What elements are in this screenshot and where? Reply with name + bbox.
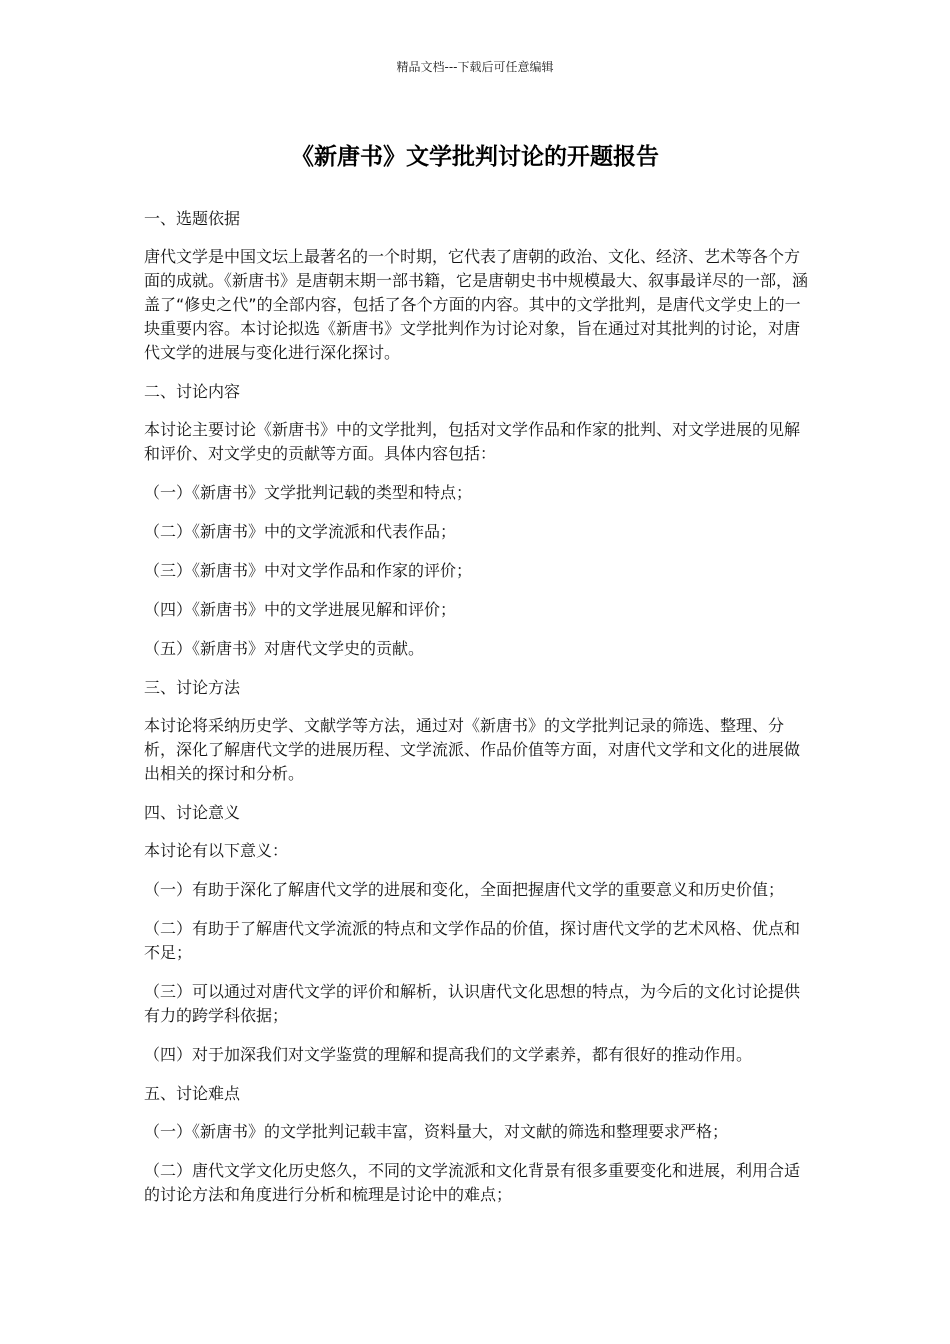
list-item: （三）可以通过对唐代文学的评价和解析，认识唐代文化思想的特点，为今后的文化讨论提供有力的跨学科依据；	[144, 982, 801, 1025]
paragraph: 唐代文学是中国文坛上最著名的一个时期，它代表了唐朝的政治、文化、经济、艺术等各个方面的成就。《新唐书》是唐朝末期一部书籍，它是唐朝史书中规模最大、叙事最详尽的一部，涵盖了“修史之代”的全部内容，包括了各个方面的内容。其中的文学批判，是唐代文学史上的一块重要内容。本讨论拟选《新唐书》文学批判作为讨论对象，旨在通过对其批判的讨论，对唐代文学的进展与变化进行深化探讨。	[144, 247, 809, 362]
section-heading: 五、讨论难点	[144, 1084, 241, 1103]
document-body	[144, 207, 808, 1222]
list-item: （一）《新唐书》的文学批判记载丰富，资料量大，对文献的筛选和整理要求严格；	[144, 1122, 729, 1141]
list-item: （一）《新唐书》文学批判记载的类型和特点；	[144, 483, 473, 502]
list-item: （一）有助于深化了解唐代文学的进展和变化，全面把握唐代文学的重要意义和历史价值；	[144, 880, 785, 899]
list-item: （二）有助于了解唐代文学流派的特点和文学作品的价值，探讨唐代文学的艺术风格、优点和不足；	[144, 919, 801, 962]
page-header: 精品文档---下载后可任意编辑	[396, 60, 554, 74]
list-item: （三）《新唐书》中对文学作品和作家的评价；	[144, 561, 473, 580]
section-heading: 二、讨论内容	[144, 382, 241, 401]
list-item: （二）《新唐书》中的文学流派和代表作品；	[144, 522, 457, 541]
list-item: （二）唐代文学文化历史悠久，不同的文学流派和文化背景有很多重要变化和进展，利用合适的讨论方法和角度进行分析和梳理是讨论中的难点；	[144, 1161, 801, 1204]
paragraph: 本讨论将采纳历史学、文献学等方法，通过对《新唐书》的文学批判记录的筛选、整理、分析，深化了解唐代文学的进展历程、文学流派、作品价值等方面，对唐代文学和文化的进展做出相关的探讨和分析。	[144, 716, 801, 783]
paragraph: 本讨论有以下意义：	[144, 841, 289, 860]
list-item: （四）《新唐书》中的文学进展见解和评价；	[144, 600, 457, 619]
list-item: （四）对于加深我们对文学鉴赏的理解和提高我们的文学素养，都有很好的推动作用。	[144, 1045, 753, 1064]
section-heading: 一、选题依据	[144, 209, 241, 228]
paragraph: 本讨论主要讨论《新唐书》中的文学批判，包括对文学作品和作家的批判、对文学进展的见解和评价、对文学史的贡献等方面。具体内容包括：	[144, 420, 801, 463]
section-heading: 三、讨论方法	[144, 678, 241, 697]
section-heading: 四、讨论意义	[144, 803, 241, 822]
list-item: （五）《新唐书》对唐代文学史的贡献。	[144, 639, 425, 658]
document-title: 《新唐书》文学批判讨论的开题报告	[291, 144, 659, 170]
